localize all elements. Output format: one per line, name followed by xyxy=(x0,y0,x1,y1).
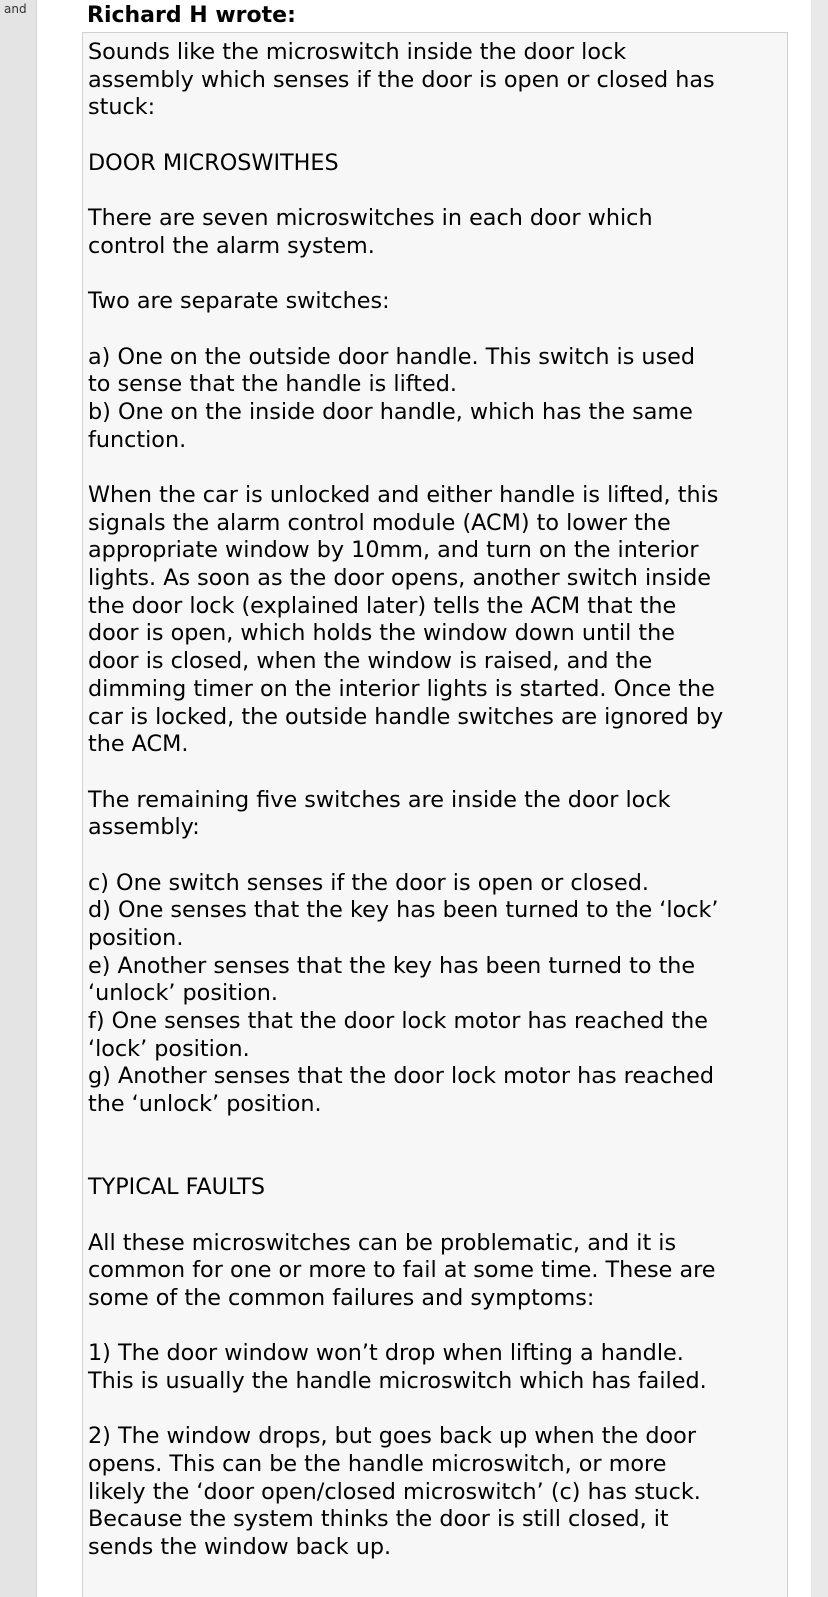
blank-line xyxy=(88,261,779,289)
quote-line: There are seven microswitches in each door which xyxy=(88,205,653,232)
blank-line xyxy=(88,1396,779,1424)
quote-line: When the car is unlocked and either handle is lifted, this xyxy=(88,482,719,508)
quote-line: opens. This can be the handle microswitch, or more xyxy=(88,1451,667,1478)
quote-line: some of the common failures and symptoms: xyxy=(88,1284,595,1311)
quote-line: ‘unlock’ position. xyxy=(88,980,278,1007)
quote-line: f) One senses that the door lock motor has reached the xyxy=(88,1008,708,1035)
quote-line: position. xyxy=(88,925,184,951)
quote-line: This is usually the handle microswitch which has failed. xyxy=(88,1368,707,1394)
quote-line: to sense that the handle is lifted. xyxy=(88,371,457,398)
quote-line: lights. As soon as the door opens, another switch inside xyxy=(88,565,712,592)
right-gutter xyxy=(811,0,828,1597)
quote-line: a) One on the outside door handle. This switch is used xyxy=(88,343,696,370)
quote-line: function. xyxy=(88,426,187,453)
blank-line xyxy=(88,842,779,870)
quote-line: All these microswitches can be problematic, and it is xyxy=(88,1229,677,1256)
blank-line xyxy=(88,177,779,205)
blank-line xyxy=(88,1147,779,1175)
quote-line: 2) The window drops, but goes back up when the door xyxy=(88,1423,696,1450)
quote-line: Two are separate switches: xyxy=(88,288,390,315)
quote-line: assembly: xyxy=(88,814,200,841)
blank-line xyxy=(88,1202,779,1230)
blank-line xyxy=(88,454,779,482)
quote-line: The remaining five switches are inside the door lock xyxy=(88,786,671,813)
quote-line: likely the ‘door open/closed microswitch’ (c) has stuck. xyxy=(88,1478,701,1505)
quote-line: door is open, which holds the window down until the xyxy=(88,620,675,647)
quote-line: signals the alarm control module (ACM) to lower the xyxy=(88,509,671,536)
quote-line: Sounds like the microswitch inside the door lock xyxy=(88,39,627,65)
quote-line: dimming timer on the interior lights is started. Once the xyxy=(88,675,715,702)
quote-line: sends the window back up. xyxy=(88,1534,392,1561)
blank-line xyxy=(88,1119,779,1147)
quote-box xyxy=(82,32,788,1597)
gutter-label: and xyxy=(4,2,27,16)
quote-line: control the alarm system. xyxy=(88,232,375,259)
quote-line: door is closed, when the window is raised, and the xyxy=(88,648,653,675)
quote-line: the door lock (explained later) tells the ACM that the xyxy=(88,592,677,619)
left-gutter xyxy=(0,0,37,1597)
quote-line: 1) The door window won’t drop when lifting a handle. xyxy=(88,1340,684,1367)
quote-line: the ACM. xyxy=(88,731,189,758)
quote-line: common for one or more to fail at some time. These are xyxy=(88,1257,716,1284)
quote-line: d) One senses that the key has been turned to the ‘lock’ xyxy=(88,897,719,924)
blank-line xyxy=(88,316,779,344)
blank-line xyxy=(88,1313,779,1341)
quote-line: e) Another senses that the key has been turned to the xyxy=(88,952,696,979)
quote-line: the ‘unlock’ position. xyxy=(88,1091,322,1118)
quote-line: TYPICAL FAULTS xyxy=(88,1174,266,1201)
blank-line xyxy=(88,122,779,150)
quote-line: appropriate window by 10mm, and turn on the interior xyxy=(88,537,699,564)
quote-line: b) One on the inside door handle, which has the same xyxy=(88,398,693,425)
blank-line xyxy=(88,759,779,787)
quote-line: Because the system thinks the door is still closed, it xyxy=(88,1506,669,1533)
quote-text xyxy=(88,39,779,1562)
quote-line: car is locked, the outside handle switches are ignored by xyxy=(88,703,724,730)
quote-line: assembly which senses if the door is open or closed has xyxy=(88,66,715,93)
quote-author-line: Richard H wrote: xyxy=(87,3,296,28)
quote-line: DOOR MICROSWITHES xyxy=(88,149,339,176)
quote-line: stuck: xyxy=(88,94,156,121)
quote-line: g) Another senses that the door lock motor has reached xyxy=(88,1063,714,1090)
quote-line: c) One switch senses if the door is open or closed. xyxy=(88,869,650,896)
quote-line: ‘lock’ position. xyxy=(88,1035,250,1062)
